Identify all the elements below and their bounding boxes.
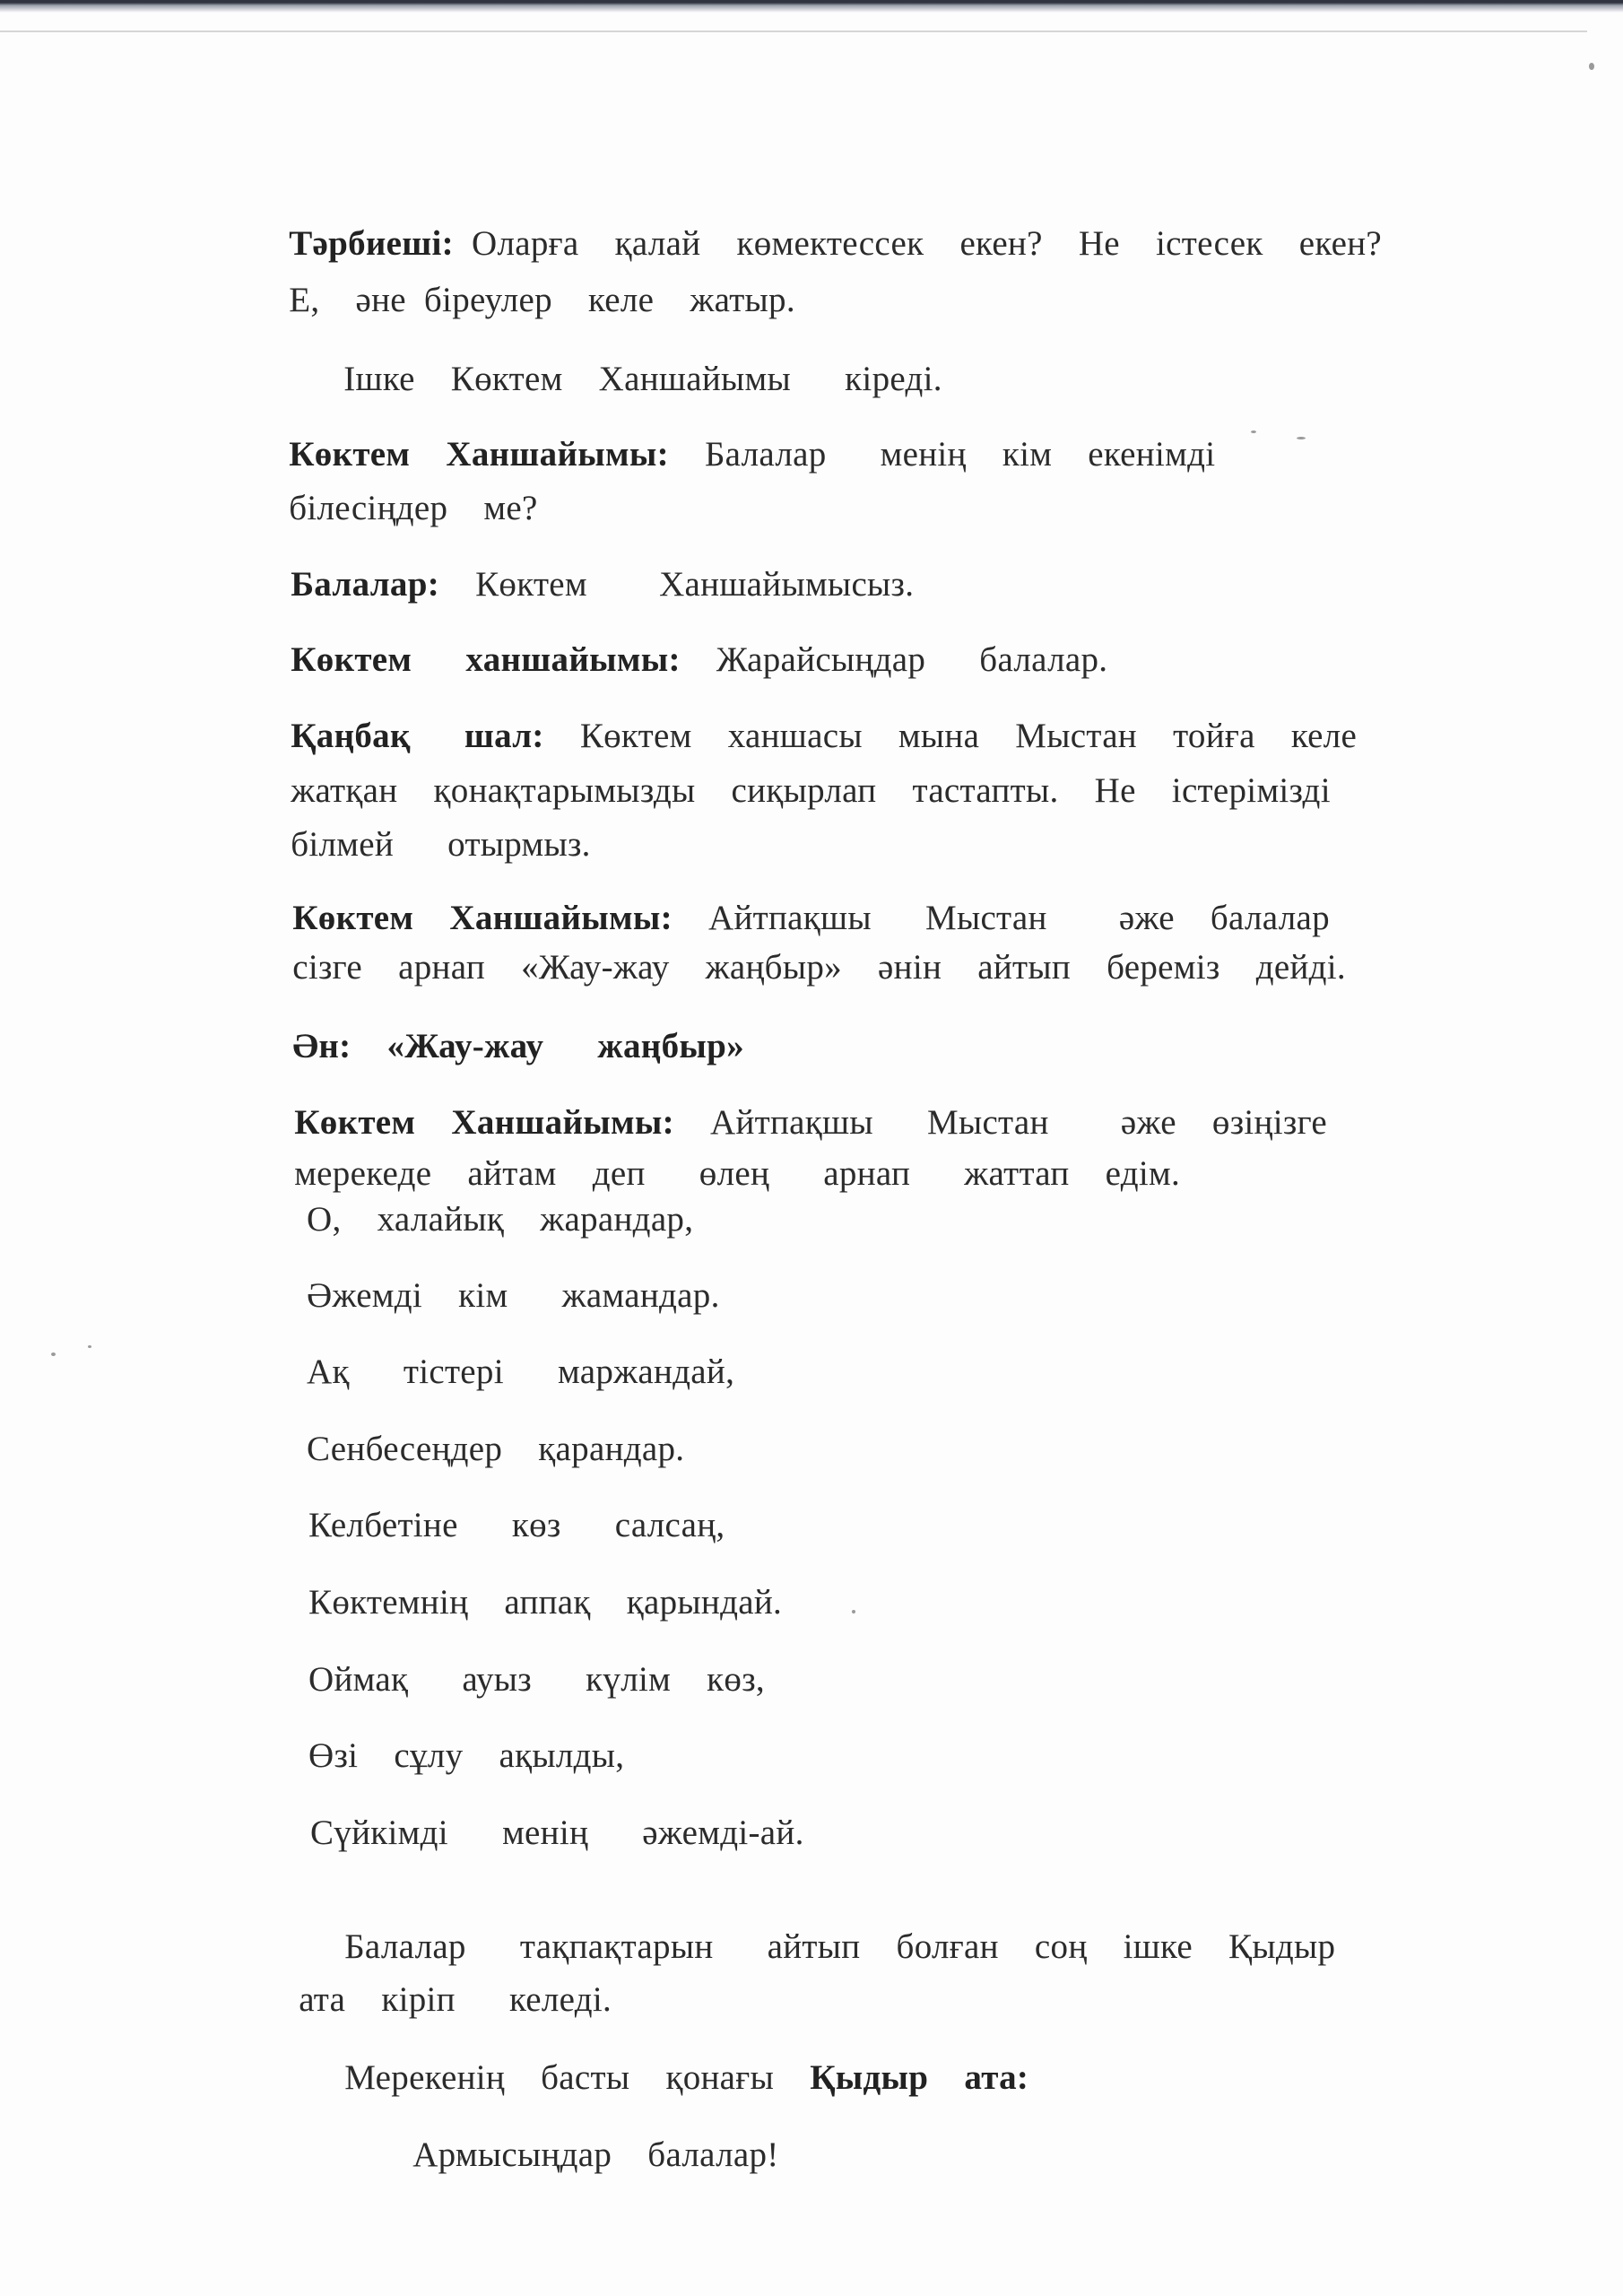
stage-direction-text: ата кіріп келеді. <box>299 1980 612 2019</box>
dialogue-text: Айтпақшы Мыстан әже балалар <box>672 899 1330 937</box>
speaker-label: Көктем Ханшайымы: <box>289 435 669 474</box>
poem-line: Сенбесеңдер қарандар. <box>307 1430 685 1468</box>
dialogue-text: Е, әне біреулер келе жатыр. <box>289 281 795 319</box>
dialogue-text: Айтпақшы Мыстан әже өзіңізге <box>673 1103 1327 1142</box>
dialogue-text: Көктем Ханшайымысыз. <box>439 565 915 604</box>
scan-speck <box>88 1345 91 1348</box>
speaker-label: Көктем Ханшайымы: <box>294 1103 674 1142</box>
dialogue-text: білесіңдер ме? <box>289 489 538 527</box>
speaker-label: Көктем ханшайымы: <box>291 640 681 679</box>
song-title: Ән: «Жау-жау жаңбыр» <box>292 1027 744 1065</box>
scan-speck <box>852 1610 855 1613</box>
greeting-text: Армысыңдар балалар! <box>412 2135 779 2174</box>
dialogue-text: Көктем ханшасы мына Мыстан тойға келе <box>543 717 1358 755</box>
dialogue-text: мерекеде айтам деп өлең арнап жаттап едім. <box>294 1154 1181 1193</box>
poem-line: Көктемнің аппақ қарындай. <box>308 1583 783 1622</box>
speaker-label: Көктем Ханшайымы: <box>292 899 673 937</box>
scan-speck <box>1589 63 1594 70</box>
stage-direction-text: Ішке Көктем Ханшайымы кіреді. <box>343 360 942 398</box>
dialogue-text: Жарайсыңдар балалар. <box>680 640 1108 679</box>
poem-line: Әжемді кім жамандар. <box>307 1276 720 1315</box>
dialogue-text: жатқан қонақтарымызды сиқырлап тастапты. Не істерімізді <box>291 771 1331 810</box>
dialogue-text: білмей отырмыз. <box>291 825 591 864</box>
poem-line: Өзі сұлу ақылды, <box>308 1736 625 1775</box>
scan-speck <box>1251 430 1256 433</box>
speaker-label: Қыдыр ата: <box>810 2058 1029 2097</box>
poem-line: Оймақ ауыз күлім көз, <box>308 1660 765 1699</box>
scan-divider-line <box>0 30 1587 32</box>
poem-line: Ақ тістері маржандай, <box>307 1352 735 1391</box>
dialogue-text: сізге арнап «Жау-жау жаңбыр» әнін айтып береміз дейді. <box>292 948 1346 987</box>
dialogue-text: Балалар менің кім екенімді <box>668 435 1216 474</box>
stage-direction-text: Балалар тақпақтарын айтып болған соң ішке Қыдыр <box>344 1927 1336 1966</box>
stage-direction-text: Мерекенің басты қонағы <box>344 2058 811 2097</box>
speaker-label: Тәрбиеші: <box>289 224 454 263</box>
speaker-label: Қаңбақ шал: <box>291 717 544 755</box>
speaker-label: Балалар: <box>291 565 440 604</box>
poem-line: О, халайық жарандар, <box>307 1200 694 1239</box>
dialogue-text: Оларға қалай көмектессек екен? Не істесек екен? <box>453 224 1382 263</box>
scan-speck <box>51 1352 56 1356</box>
scan-speck <box>1297 437 1306 439</box>
poem-line: Келбетіне көз салсаң, <box>308 1506 725 1544</box>
scan-top-edge <box>0 0 1623 13</box>
greeting-line <box>341 2102 779 2207</box>
poem-line: Сүйкімді менің әжемді-ай. <box>310 1813 804 1852</box>
